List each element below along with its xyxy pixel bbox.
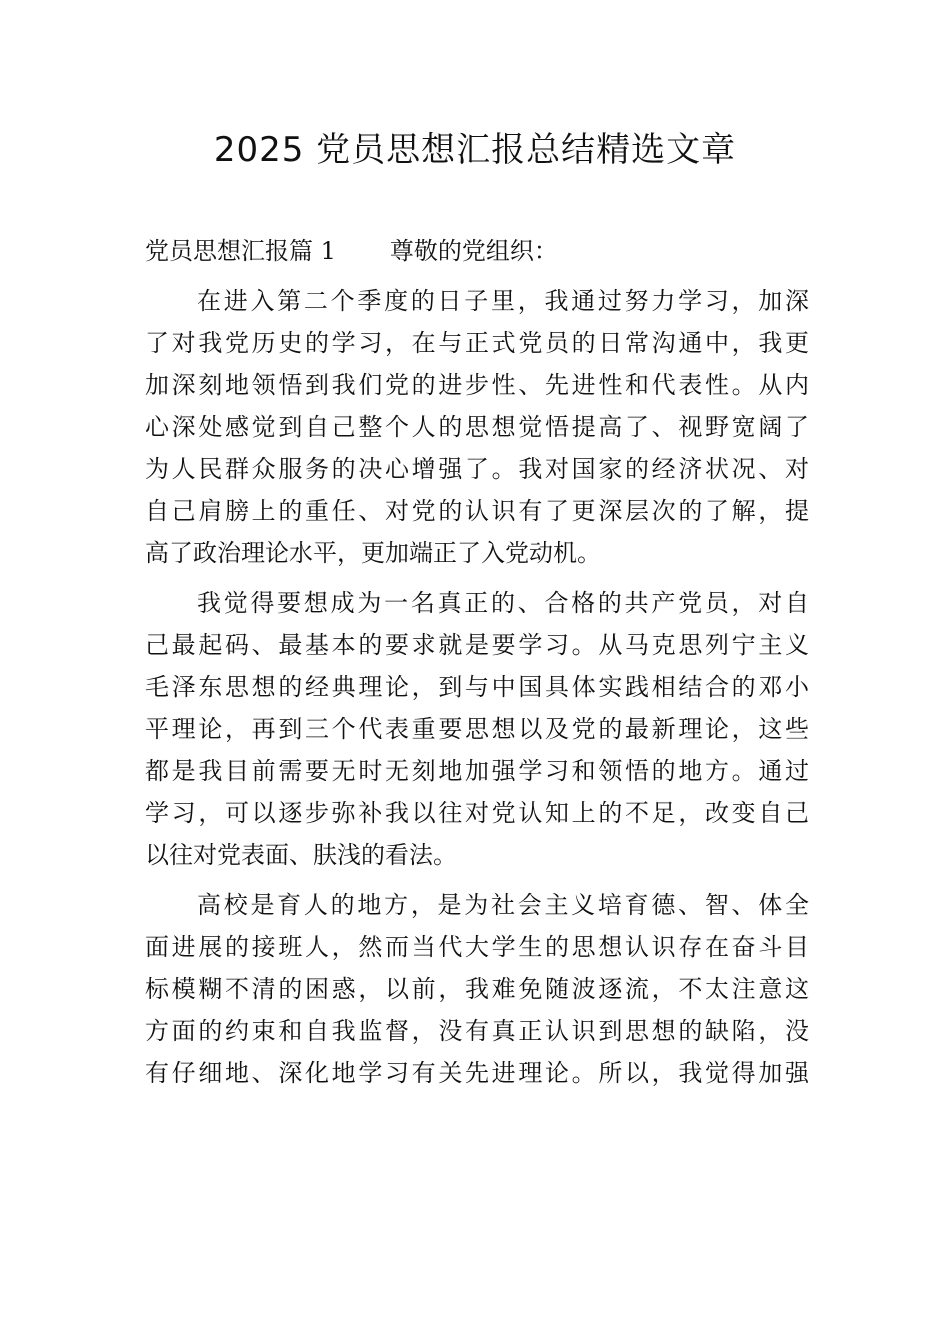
text-line: 高了政治理论水平，更加端正了入党动机。 [145,539,601,567]
text-line: 以往对党表面、肤浅的看法。 [145,841,457,869]
text-line: 高校是育人的地方，是为社会主义培育德、智、体全 [197,891,809,919]
salutation: 尊敬的党组织： [389,237,558,265]
text-line: 了对我党历史的学习，在与正式党员的日常沟通中，我更 [145,329,809,357]
text-line: 平理论，再到三个代表重要思想以及党的最新理论，这些 [145,715,809,743]
paragraph-1 [145,280,809,574]
document-body [145,230,809,1102]
text-line: 为人民群众服务的决心增强了。我对国家的经济状况、对 [145,455,809,483]
section-heading: 党员思想汇报篇 1 [145,237,336,265]
text-line: 学习，可以逐步弥补我以往对党认知上的不足，改变自己 [145,799,809,827]
text-line: 加深刻地领悟到我们党的进步性、先进性和代表性。从内 [145,371,809,399]
text-line: 都是我目前需要无时无刻地加强学习和领悟的地方。通过 [145,757,809,785]
paragraph-2 [145,582,809,876]
text-line: 毛泽东思想的经典理论，到与中国具体实践相结合的邓小 [145,673,809,701]
text-line: 己最起码、最基本的要求就是要学习。从马克思列宁主义 [145,631,809,659]
document-title: 2025 党员思想汇报总结精选文章 [213,130,737,170]
text-line: 自己肩膀上的重任、对党的认识有了更深层次的了解，提 [145,497,809,525]
text-line: 方面的约束和自我监督，没有真正认识到思想的缺陷，没 [145,1017,809,1045]
text-line: 心深处感觉到自己整个人的思想觉悟提高了、视野宽阔了 [145,413,809,441]
heading-line [145,230,809,272]
text-line: 在进入第二个季度的日子里，我通过努力学习，加深 [197,287,809,315]
text-line: 标模糊不清的困惑，以前，我难免随波逐流，不太注意这 [145,975,809,1003]
paragraph-3 [145,884,809,1094]
text-line: 有仔细地、深化地学习有关先进理论。所以，我觉得加强 [145,1059,809,1087]
text-line: 我觉得要想成为一名真正的、合格的共产党员，对自 [197,589,809,617]
text-line: 面进展的接班人，然而当代大学生的思想认识存在奋斗目 [145,933,809,961]
